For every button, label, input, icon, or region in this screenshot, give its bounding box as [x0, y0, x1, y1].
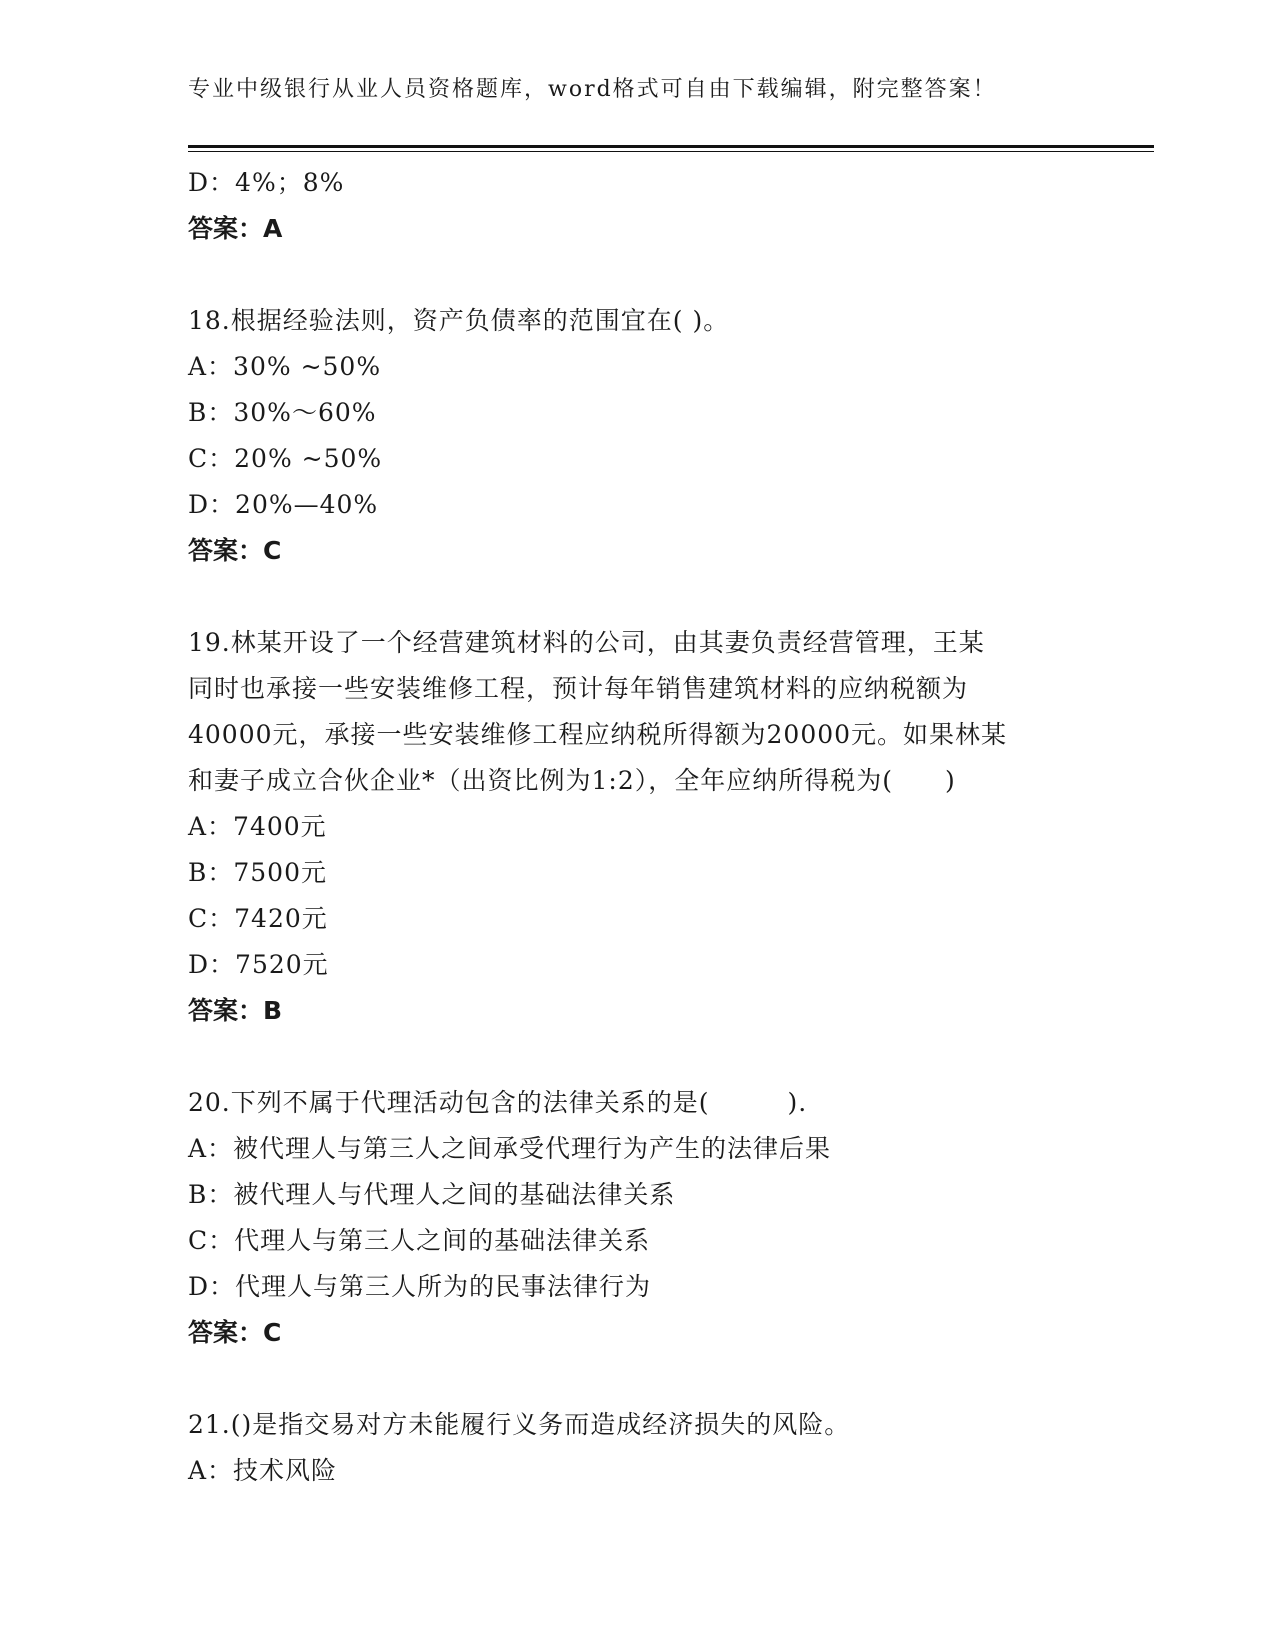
page-header: 专业中级银行从业人员资格题库，word格式可自由下载编辑，附完整答案！	[188, 77, 997, 102]
option-a: A：技术风险	[188, 1456, 338, 1485]
option-d: D：20%—40%	[188, 490, 379, 519]
option-b: B：7500元	[188, 858, 327, 887]
question-21-text	[188, 1402, 1088, 1448]
option-d: D：代理人与第三人所为的民事法律行为	[188, 1272, 652, 1301]
option-a: A：30% ~50%	[188, 352, 382, 381]
option-c: C：7420元	[188, 904, 328, 933]
header-rule-thick	[188, 145, 1154, 148]
answer: 答案：A	[188, 214, 283, 243]
document-body	[188, 160, 1088, 1494]
option-b: B：30%～60%	[188, 398, 377, 427]
spacer	[188, 1034, 1088, 1080]
answer: 答案：C	[188, 536, 282, 565]
option-d: D：7520元	[188, 950, 329, 979]
option-a: A：被代理人与第三人之间承受代理行为产生的法律后果	[188, 1134, 832, 1163]
option-c: C：20% ~50%	[188, 444, 383, 473]
question-20-text	[188, 1080, 1088, 1126]
spacer	[188, 1356, 1088, 1402]
option-d: D：4%；8%	[188, 168, 345, 197]
question-line: 和妻子成立合伙企业*（出资比例为1:2），全年应纳所得税为( )	[188, 766, 956, 795]
option-c: C：代理人与第三人之间的基础法律关系	[188, 1226, 651, 1255]
option-b: B：被代理人与代理人之间的基础法律关系	[188, 1180, 676, 1209]
question-line: 40000元，承接一些安装维修工程应纳税所得额为20000元。如果林某	[188, 720, 1008, 749]
answer: 答案：B	[188, 996, 283, 1025]
question-19-text	[188, 620, 1088, 804]
question-18-text	[188, 298, 1088, 344]
spacer	[188, 574, 1088, 620]
answer: 答案：C	[188, 1318, 282, 1347]
question-line: 21.()是指交易对方未能履行义务而造成经济损失的风险。	[188, 1410, 851, 1439]
question-line: 18.根据经验法则，资产负债率的范围宜在( )。	[188, 306, 730, 335]
question-line: 20.下列不属于代理活动包含的法律关系的是( ).	[188, 1088, 808, 1117]
header-rule-thin	[188, 151, 1154, 152]
question-line: 同时也承接一些安装维修工程，预计每年销售建筑材料的应纳税额为	[188, 674, 969, 703]
option-a: A：7400元	[188, 812, 327, 841]
spacer	[188, 252, 1088, 298]
question-line: 19.林某开设了一个经营建筑材料的公司，由其妻负责经营管理，王某	[188, 628, 985, 657]
